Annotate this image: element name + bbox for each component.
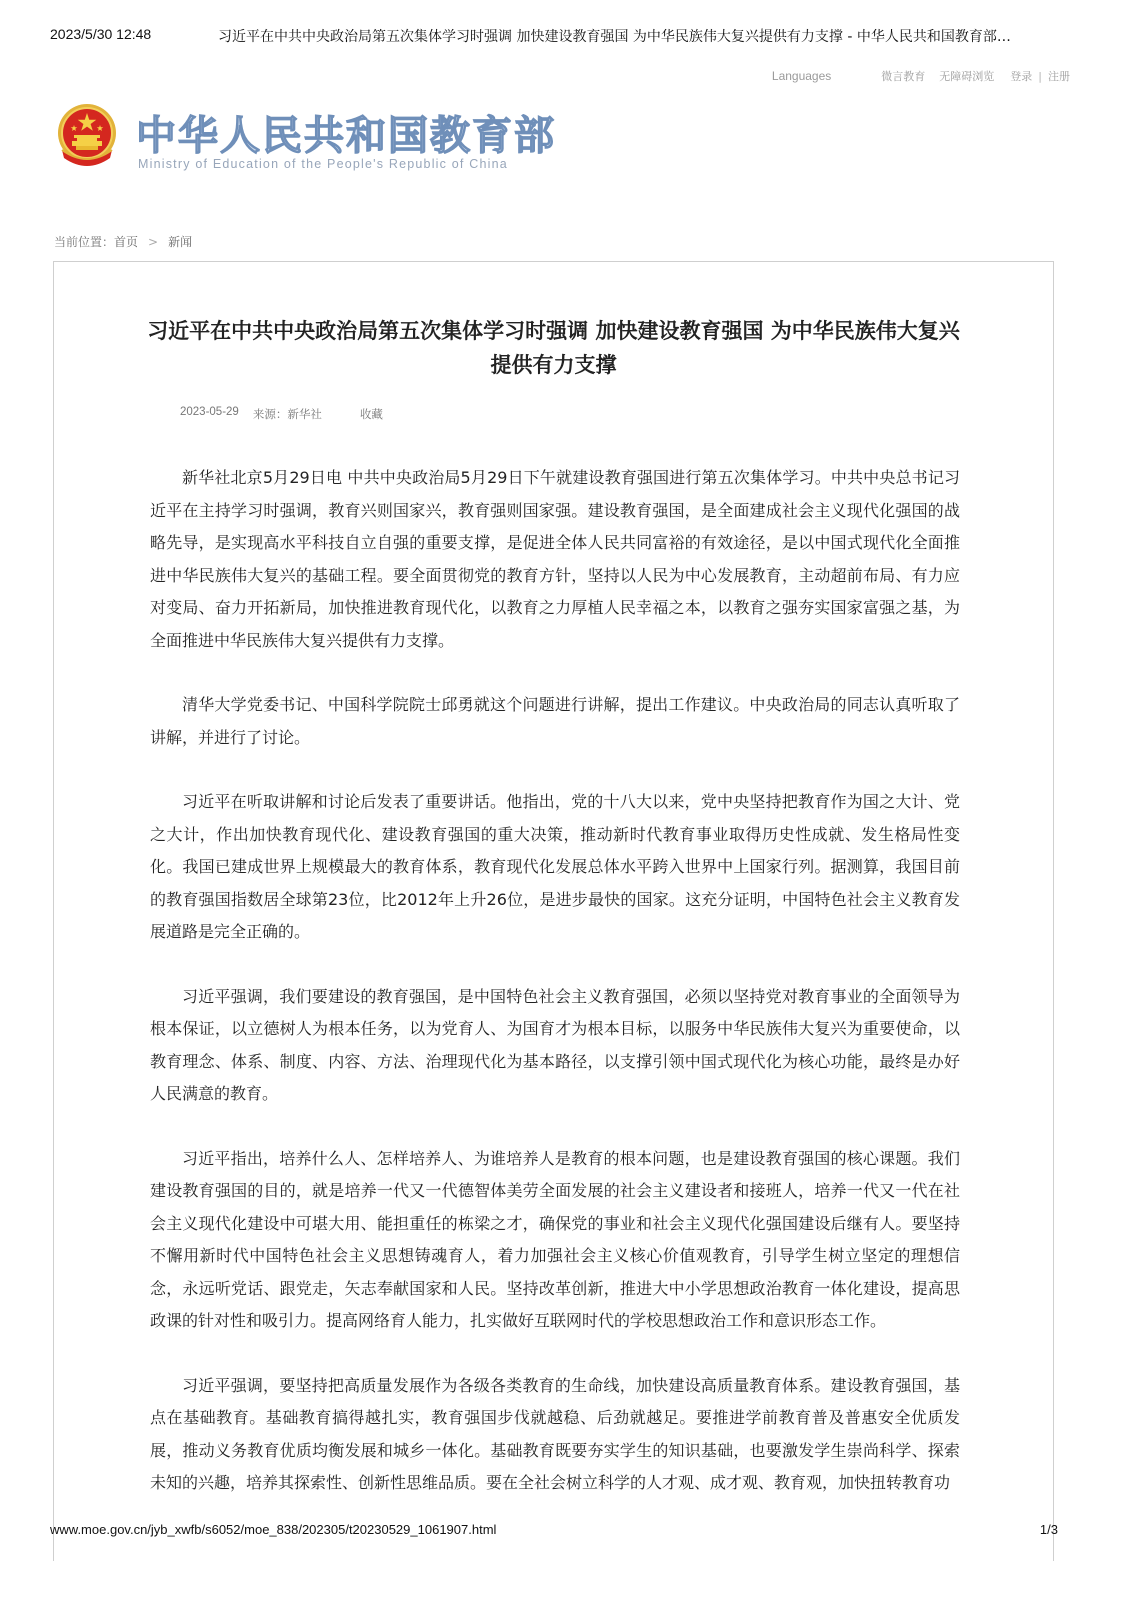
article-body (150, 462, 960, 1532)
breadcrumb (54, 233, 192, 250)
breadcrumb-news-link[interactable]: 新闻 (168, 235, 193, 249)
article-paragraph: 习近平强调，要坚持把高质量发展作为各级各类教育的生命线，加快建设高质量教育体系。建设教育强国，基点在基础教育。基础教育搞得越扎实，教育强国步伐就越稳、后劲就越足。要推进学前教育普及普惠安全优质发展，推动义务教育优质均衡发展和城乡一体化。基础教育既要夯实学生的知识基础，也要激发学生崇尚科学、探索未知的兴趣，培养其探索性、创新性思维品质。要在全社会树立科学的人才观、成才观、教育观，加快扭转教育功 (150, 1375, 960, 1492)
article-container (53, 261, 1054, 1561)
article-date: 2023-05-29 (180, 406, 239, 418)
article-title: 习近平在中共中央政治局第五次集体学习时强调 加快建设教育强国 为中华民族伟大复兴提供有力支撑 (147, 319, 960, 377)
breadcrumb-home-link[interactable]: 首页 (114, 235, 139, 249)
chevron-right-icon: > (148, 234, 159, 249)
print-datetime: 2023/5/30 12:48 (50, 26, 152, 42)
article-paragraph: 清华大学党委书记、中国科学院院士邱勇就这个问题进行讲解，提出工作建议。中央政治局的同志认真听取了讲解，并进行了讨论。 (150, 695, 960, 747)
accessible-browsing-link[interactable]: 无障碍浏览 (939, 70, 995, 83)
article-paragraph: 习近平指出，培养什么人、怎样培养人、为谁培养人是教育的根本问题，也是建设教育强国的核心课题。我们建设教育强国的目的，就是培养一代又一代德智体美劳全面发展的社会主义建设者和接班人，培养一代又一代在社会主义现代化建设中可堪大用、能担重任的栋梁之才，确保党的事业和社会主义现代化强国建设后继有人。要坚持不懈用新时代中国特色社会主义思想铸魂育人，着力加强社会主义核心价值观教育，引导学生树立坚定的理想信念，永远听党话、跟党走，矢志奉献国家和人民。坚持改革创新，推进大中小学思想政治教育一体化建设，提高思政课的针对性和吸引力。提高网络育人能力，扎实做好互联网时代的学校思想政治工作和意识形态工作。 (150, 1148, 960, 1330)
print-url: www.moe.gov.cn/jyb_xwfb/s6052/moe_838/202305/t20230529_1061907.html (50, 1522, 497, 1537)
site-logo[interactable] (54, 100, 574, 180)
login-link[interactable]: 登录 (1010, 70, 1033, 83)
site-name-english: Ministry of Education of the People's Republic of China (138, 157, 508, 171)
article-paragraph: 新华社北京5月29日电 中共中央政治局5月29日下午就建设教育强国进行第五次集体学习。中共中央总书记习近平在主持学习时强调，教育兴则国家兴，教育强则国家强。建设教育强国，是全面建成社会主义现代化强国的战略先导，是实现高水平科技自立自强的重要支撑，是促进全体人民共同富裕的有效途径，是以中国式现代化全面推进中华民族伟大复兴的基础工程。要全面贯彻党的教育方针，坚持以人民为中心发展教育，主动超前布局、有力应对变局、奋力开拓新局，加快推进教育现代化，以教育之力厚植人民幸福之本，以教育之强夯实国家富强之基，为全面推进中华民族伟大复兴提供有力支撑。 (150, 468, 960, 650)
article-paragraph: 习近平强调，我们要建设的教育强国，是中国特色社会主义教育强国，必须以坚持党对教育事业的全面领导为根本保证，以立德树人为根本任务，以为党育人、为国育才为根本目标，以服务中华民族伟大复兴为重要使命，以教育理念、体系、制度、内容、方法、治理现代化为基本路径，以支撑引领中国式现代化为核心功能，最终是办好人民满意的教育。 (150, 986, 960, 1103)
article-meta (180, 406, 383, 422)
languages-link[interactable]: Languages (771, 69, 832, 83)
breadcrumb-label: 当前位置： (54, 235, 115, 249)
print-page-title: 习近平在中共中央政治局第五次集体学习时强调 加快建设教育强国 为中华民族伟大复兴提供有力支撑 - 中华人民共和国教育部… (218, 29, 1011, 45)
top-links (772, 68, 1070, 84)
register-link[interactable]: 注册 (1048, 70, 1070, 83)
site-name-chinese: 中华人民共和国教育部 (136, 113, 556, 159)
print-page-number: 1/3 (1039, 1522, 1058, 1537)
weiyin-link[interactable]: 微言教育 (881, 70, 926, 83)
article-paragraph: 习近平在听取讲解和讨论后发表了重要讲话。他指出，党的十八大以来，党中央坚持把教育作为国之大计、党之大计，作出加快教育现代化、建设教育强国的重大决策，推动新时代教育事业取得历史性成就、发生格局性变化。我国已建成世界上规模最大的教育体系，教育现代化发展总体水平跨入世界中上国家行列。据测算，我国目前的教育强国指数居全球第23位，比2012年上升26位，是进步最快的国家。这充分证明，中国特色社会主义教育发展道路是完全正确的。 (150, 792, 960, 941)
article-source: 来源：新华社 (252, 407, 322, 421)
toplinks-divider: | (1038, 69, 1042, 83)
national-emblem-icon (54, 102, 120, 174)
print-header (50, 26, 1080, 50)
favorite-button[interactable]: 收藏 (359, 407, 383, 421)
